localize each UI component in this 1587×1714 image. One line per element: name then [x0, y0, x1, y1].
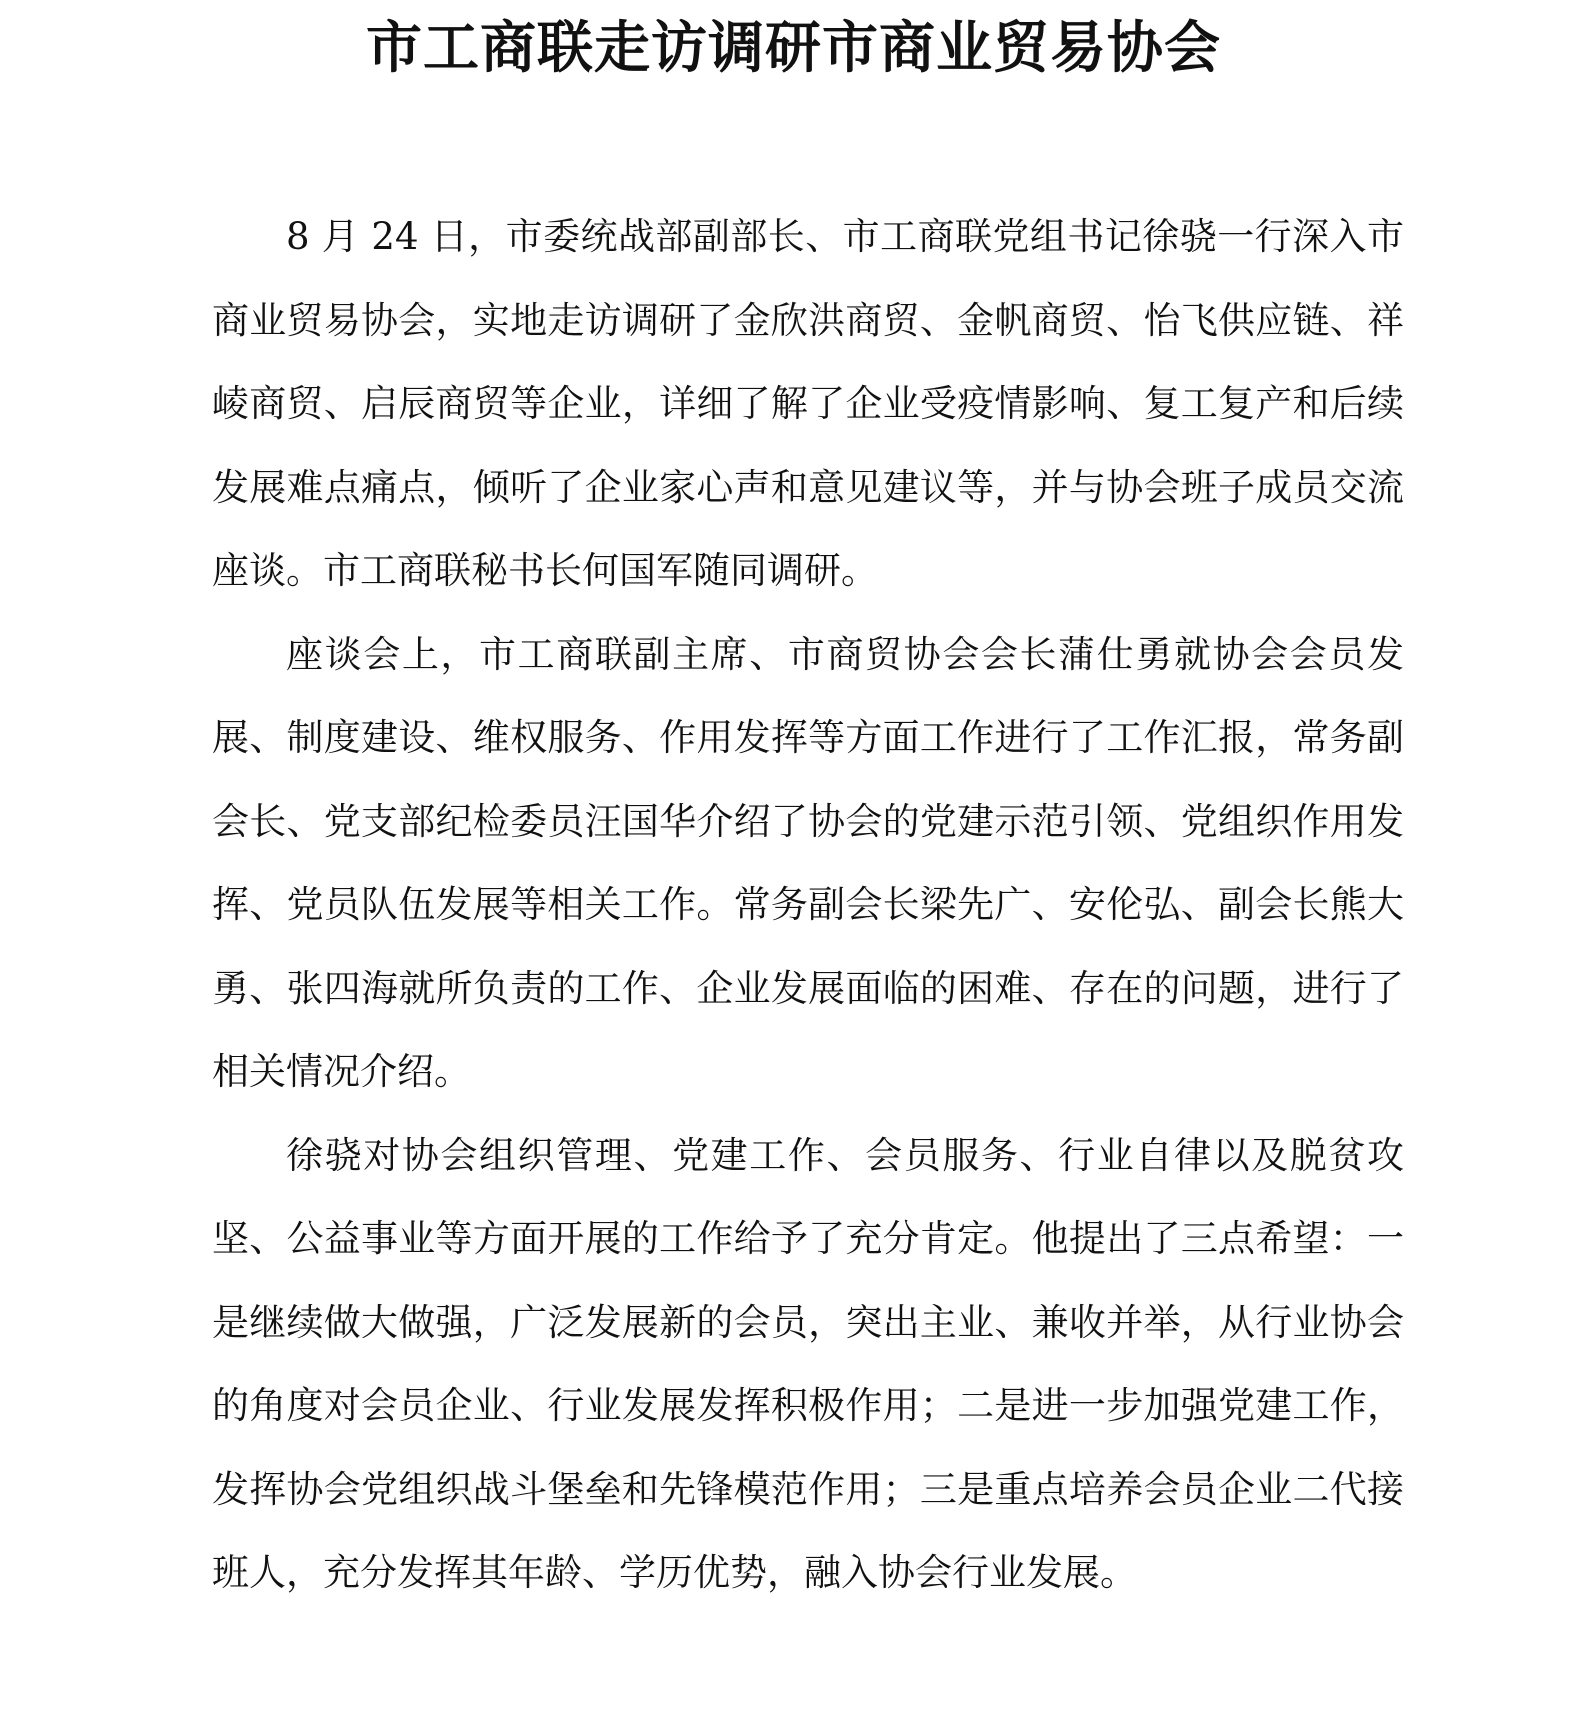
document-title: 市工商联走访调研市商业贸易协会	[366, 15, 1221, 81]
paragraph-3: 徐骁对协会组织管理、党建工作、会员服务、行业自律以及脱贫攻坚、公益事业等方面开展的工作给予了充分肯定。他提出了三点希望：一是继续做大做强，广泛发展新的会员，突出主业、兼收并举，从行业协会的角度对会员企业、行业发展发挥积极作用；二是进一步加强党建工作，发挥协会党组织战斗堡垒和先锋模范作用；三是重点培养会员企业二代接班人，充分发挥其年龄、学历优势，融入协会行业发展。	[212, 1133, 1404, 1594]
document-body	[212, 195, 1404, 1615]
paragraph-2: 座谈会上，市工商联副主席、市商贸协会会长蒲仕勇就协会会员发展、制度建设、维权服务、作用发挥等方面工作进行了工作汇报，常务副会长、党支部纪检委员汪国华介绍了协会的党建示范引领、党组织作用发挥、党员队伍发展等相关工作。常务副会长梁先广、安伦弘、副会长熊大勇、张四海就所负责的工作、企业发展面临的困难、存在的问题，进行了相关情况介绍。	[212, 632, 1404, 1093]
paragraph-1: 8 月 24 日，市委统战部副部长、市工商联党组书记徐骁一行深入市商业贸易协会，实地走访调研了金欣洪商贸、金帆商贸、怡飞供应链、祥崚商贸、启辰商贸等企业，详细了解了企业受疫情影响、复工复产和后续发展难点痛点，倾听了企业家心声和意见建议等，并与协会班子成员交流座谈。市工商联秘书长何国军随同调研。	[212, 215, 1404, 592]
